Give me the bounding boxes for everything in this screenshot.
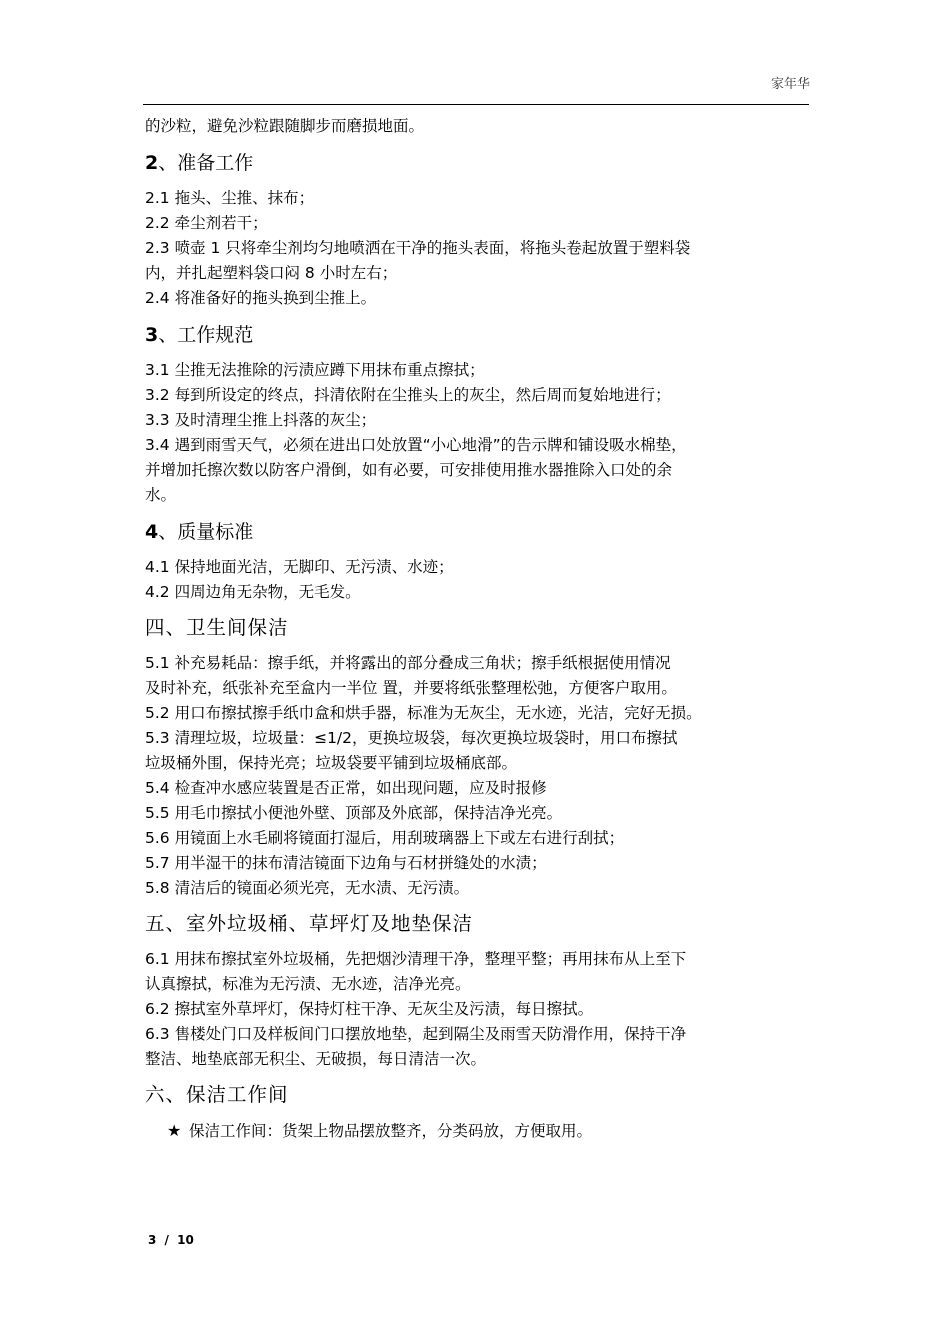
paragraph-line: 2.4 将准备好的拖头换到尘推上。 [145, 289, 377, 307]
paragraph-line: 2.2 牵尘剂若干； [145, 214, 268, 232]
section-heading [145, 519, 810, 545]
section-title: 、质量标准 [158, 521, 254, 543]
paragraph-line: 5.4 检查冲水感应装置是否正常，如出现问题，应及时报修 [145, 779, 547, 797]
paragraph-line: 5.8 清洁后的镜面必须光亮，无水渍、无污渍。 [145, 879, 470, 897]
paragraph-line: 认真擦拭，标准为无污渍、无水迹，洁净光亮。 [145, 975, 471, 993]
paragraph-line: 5.2 用口布擦拭擦手纸巾盒和烘手器，标准为无灰尘，无水迹，光洁，完好无损。 [145, 704, 702, 722]
paragraph-line: 6.3 售楼处门口及样板间门口摆放地垫，起到隔尘及雨雪天防滑作用，保持干净 [145, 1025, 687, 1043]
paragraph-line: 6.2 擦拭室外草坪灯，保持灯柱干净、无灰尘及污渍，每日擦拭。 [145, 1000, 594, 1018]
section-number: 2 [145, 152, 159, 174]
section-heading [145, 150, 810, 176]
header-brand: 家年华 [770, 77, 810, 92]
paragraph-line: 5.5 用毛巾擦拭小便池外壁、顶部及外底部，保持洁净光亮。 [145, 804, 563, 822]
header-divider [143, 104, 809, 105]
bullet-item [145, 1118, 810, 1144]
bullet-text: 保洁工作间：货架上物品摆放整齐，分类码放，方便取用。 [189, 1122, 593, 1140]
chapter-heading: 四、卫生间保洁 [145, 616, 289, 639]
section-title: 、工作规范 [158, 324, 254, 346]
paragraph-line: 5.7 用半湿干的抹布清洁镜面下边角与石材拼缝处的水渍； [145, 854, 547, 872]
paragraph-line: 及时补充，纸张补充至盒内一半位 置，并要将纸张整理松弛，方便客户取用。 [145, 679, 677, 697]
paragraph-line: 并增加托擦次数以防客户滑倒，如有必要，可安排使用推水器推除入口处的余 [145, 461, 673, 479]
document-body [145, 114, 810, 1144]
paragraph-line: 2.1 拖头、尘推、抹布； [145, 189, 315, 207]
paragraph-line: 5.1 补充易耗品：擦手纸，并将露出的部分叠成三角状；擦手纸根据使用情况 [145, 654, 671, 672]
page-number: 3 / 10 [148, 1233, 194, 1247]
paragraph-line: 4.1 保持地面光洁，无脚印、无污渍、水迹； [145, 558, 454, 576]
paragraph-line: 5.6 用镜面上水毛刷将镜面打湿后，用刮玻璃器上下或左右进行刮拭； [145, 829, 625, 847]
paragraph-line: 水。 [145, 486, 177, 504]
paragraph-line: 5.3 清理垃圾，垃圾量：≤1/2，更换垃圾袋，每次更换垃圾袋时，用口布擦拭 [145, 729, 678, 747]
paragraph-line: 3.1 尘推无法推除的污渍应蹲下用抹布重点擦拭； [145, 361, 485, 379]
paragraph-line: 垃圾桶外围，保持光亮；垃圾袋要平铺到垃圾桶底部。 [145, 754, 518, 772]
paragraph-line: 4.2 四周边角无杂物，无毛发。 [145, 583, 361, 601]
section-title: 、准备工作 [158, 152, 254, 174]
section-heading [145, 322, 810, 348]
chapter-heading: 六、保洁工作间 [145, 1083, 289, 1106]
paragraph-line: 3.4 遇到雨雪天气，必须在进出口处放置“小心地滑”的告示牌和铺设吸水棉垫， [145, 436, 687, 454]
paragraph-line: 3.3 及时清理尘推上抖落的灰尘； [145, 411, 377, 429]
chapter-heading: 五、室外垃圾桶、草坪灯及地垫保洁 [145, 912, 474, 935]
paragraph-line: 6.1 用抹布擦拭室外垃圾桶，先把烟沙清理干净，整理平整；再用抹布从上至下 [145, 950, 687, 968]
paragraph-line: 内，并扎起塑料袋口闷 8 小时左右； [145, 264, 398, 282]
paragraph-line: 的沙粒，避免沙粒跟随脚步而磨损地面。 [145, 117, 425, 135]
paragraph-line: 整洁、地垫底部无积尘、无破损，每日清洁一次。 [145, 1050, 487, 1068]
star-bullet-icon: ★ [167, 1121, 182, 1140]
paragraph-line: 3.2 每到所设定的终点，抖清依附在尘推头上的灰尘，然后周而复始地进行； [145, 386, 671, 404]
paragraph-line: 2.3 喷壶 1 只将牵尘剂均匀地喷洒在干净的拖头表面，将拖头卷起放置于塑料袋 [145, 239, 691, 257]
section-number: 4 [145, 521, 159, 543]
section-number: 3 [145, 324, 159, 346]
